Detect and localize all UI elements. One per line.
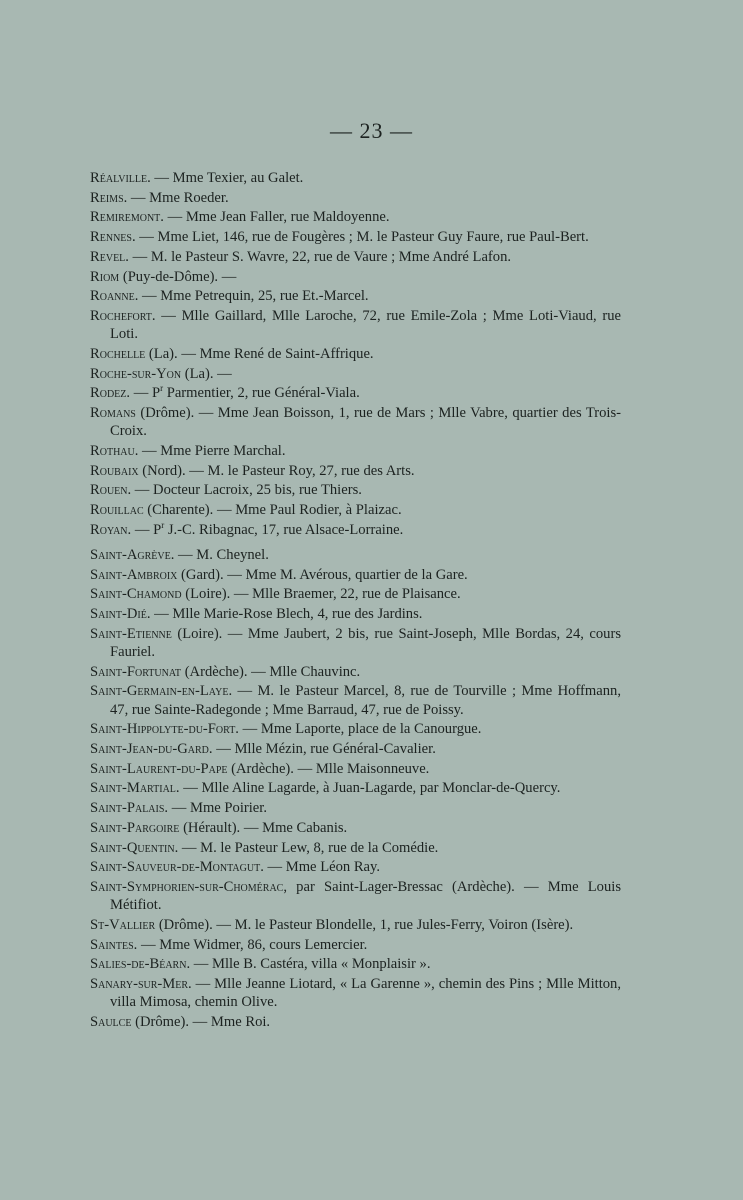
directory-entry [90,169,621,187]
entry-text: (Loire). — Mlle Braemer, 22, rue de Plaisance. [181,586,461,603]
place-name: Royan. [90,521,132,538]
place-name: Saint-Pargoire [90,819,180,836]
place-name: Saint-Ambroix [90,566,178,583]
directory-entry [90,462,621,480]
place-name: Rochefort. [90,307,156,324]
directory-entry [90,799,621,817]
directory-entry [90,585,621,603]
directory-entry [90,663,621,681]
place-name: Saint-Fortunat [90,663,182,680]
place-name: Réalville. [90,170,151,186]
section-r-entries [90,169,621,540]
entry-text: (Drôme). — Mme Jean Boisson, 1, rue de Mars ; Mlle Vabre, quartier des Trois-Croix. [110,404,621,440]
place-name: Saint-Germain-en-Laye. [90,683,233,700]
directory-entry [90,228,621,246]
place-name: Roche-sur-Yon [90,365,182,382]
directory-entry [90,936,621,954]
entry-text: (Drôme). — M. le Pasteur Blondelle, 1, rue Jules-Ferry, Voiron (Isère). [155,916,574,933]
directory-entry [90,521,621,539]
directory-entry [90,442,621,460]
place-name: Saint-Martial. [90,780,180,797]
entry-text: Parmentier, 2, rue Général-Viala. [163,385,360,402]
place-name: Rothau. [90,442,139,459]
superscript: r [161,519,165,530]
directory-entry [90,546,621,564]
entry-text: (Puy-de-Dôme). — [119,268,237,285]
place-name: Roanne. [90,288,139,305]
entry-text: — M. le Pasteur S. Wavre, 22, rue de Vaure ; Mme André Lafon. [128,248,512,265]
entry-text: — M. le Pasteur Marcel, 8, rue de Tourville ; Mme Hoffmann, 47, rue Sainte-Radegonde ; Mme Barraud, 47, rue de Poissy. [110,683,621,718]
directory-entry [90,345,621,363]
place-name: Saulce [90,1013,132,1030]
directory-entry [90,916,621,934]
place-name: Sanary-sur-Mer. [90,975,192,992]
directory-entry [90,1013,621,1031]
directory-entry [90,625,621,661]
entry-text: (Ardèche). — Mlle Maisonneuve. [227,760,430,777]
directory-entry [90,481,621,499]
entry-text: — Mlle Marie-Rose Blech, 4, rue des Jardins. [150,606,423,623]
entry-text: — Mlle Mézin, rue Général-Cavalier. [212,741,436,758]
place-name: Salies-de-Béarn. [90,956,191,973]
directory-entry [90,819,621,837]
place-name: Roubaix [90,462,139,479]
superscript: r [160,383,164,394]
directory-entry [90,404,621,440]
entry-text: (La). — Mme René de Saint-Affrique. [145,345,374,362]
directory-entry [90,760,621,778]
place-name: Romans [90,404,136,421]
entry-text: — Mme Texier, au Galet. [150,170,304,186]
directory-entry [90,858,621,876]
entry-text: (La). — [181,365,232,382]
directory-entry [90,720,621,738]
directory-entry [90,878,621,914]
directory-entry [90,566,621,584]
place-name: Saint-Agrève. [90,547,175,563]
place-name: Rodez. [90,385,131,402]
place-name: Rouen. [90,482,132,499]
directory-entry [90,248,621,266]
place-name: St-Vallier [90,916,156,933]
directory-entry [90,307,621,343]
entry-text: par Saint-Lager-Bressac (Ardèche). — Mme Louis Métifiot. [110,878,621,914]
place-name: Rouillac [90,501,144,518]
entry-text: — Mme Petrequin, 25, rue Et.-Marcel. [138,288,369,305]
entry-text: — Mme Roeder. [127,189,229,206]
entry-text: (Ardèche). — Mlle Chauvinc. [181,663,361,680]
page-number: — 23 — [330,118,413,143]
place-name: Saint-Dié. [90,606,151,623]
directory-entry [90,501,621,519]
directory-entry [90,682,621,718]
entry-text: (Charente). — Mme Paul Rodier, à Plaizac. [143,501,402,518]
directory-entry [90,189,621,207]
place-name: Rennes. [90,229,136,246]
place-name: Saintes. [90,936,138,953]
entry-text: — Mme Jean Faller, rue Maldoyenne. [163,209,390,226]
place-name: Riom [90,268,120,285]
place-name: Reims. [90,189,128,206]
entry-text: — Mme Widmer, 86, cours Lemercier. [137,936,368,953]
entry-text: — Mlle Gaillard, Mlle Laroche, 72, rue Emile-Zola ; Mme Loti-Viaud, rue Loti. [110,307,621,343]
entry-text: J.-C. Ribagnac, 17, rue Alsace-Lorraine. [164,521,404,538]
entry-text: (Drôme). — Mme Roi. [131,1013,271,1030]
place-name: Saint-Sauveur-de-Montagut. [90,859,264,876]
place-name: Saint-Etienne [90,625,172,642]
place-name: Saint-Jean-du-Gard. [90,741,213,758]
directory-entry [90,779,621,797]
entry-text: (Gard). — Mme M. Avérous, quartier de la Gare. [177,566,468,583]
directory-entry [90,955,621,973]
entry-text: — M. le Pasteur Lew, 8, rue de la Comédie. [178,839,439,856]
place-name: Rochelle [90,345,146,362]
directory-entry [90,740,621,758]
place-name: Saint-Laurent-du-Pape [90,760,228,777]
entry-text: — Mlle Aline Lagarde, à Juan-Lagarde, par Monclar-de-Quercy. [179,780,561,797]
directory-entry [90,268,621,286]
directory-entry [90,365,621,383]
directory-entry [90,287,621,305]
entry-text: — Docteur Lacroix, 25 bis, rue Thiers. [131,482,362,499]
entry-text: — P [131,521,162,538]
place-name: Saint-Chamond [90,586,182,603]
entry-text: — Mme Pierre Marchal. [138,442,286,459]
place-name: Saint-Quentin. [90,839,179,856]
section-s-entries [90,546,621,1033]
entry-text: — Mme Laporte, place de la Canourgue. [238,721,482,738]
place-name: Saint-Symphorien-sur-Chomérac, [90,878,287,895]
entry-text: — M. Cheynel. [174,547,269,563]
directory-entry [90,384,621,402]
entry-text: (Loire). — Mme Jaubert, 2 bis, rue Saint-Joseph, Mlle Bordas, 24, cours Fauriel. [110,625,621,661]
directory-entry [90,839,621,857]
entry-text: (Hérault). — Mme Cabanis. [179,819,348,836]
entry-text: — Mme Léon Ray. [263,859,381,876]
entry-text: (Nord). — M. le Pasteur Roy, 27, rue des Arts. [138,462,415,479]
directory-entry [90,605,621,623]
directory-entry [90,208,621,226]
entry-text: — Mlle Jeanne Liotard, « La Garenne », chemin des Pins ; Mlle Mitton, villa Mimosa, chemin Olive. [110,975,621,1011]
entry-text: — P [130,385,161,402]
place-name: Saint-Palais. [90,800,169,817]
entry-text: — Mme Liet, 146, rue de Fougères ; M. le Pasteur Guy Faure, rue Paul-Bert. [135,229,589,246]
place-name: Remiremont. [90,209,164,226]
place-name: Revel. [90,248,129,265]
place-name: Saint-Hippolyte-du-Fort. [90,721,239,738]
directory-entry [90,975,621,1011]
entry-text: — Mlle B. Castéra, villa « Monplaisir ». [190,956,431,973]
entry-text: — Mme Poirier. [168,800,267,817]
